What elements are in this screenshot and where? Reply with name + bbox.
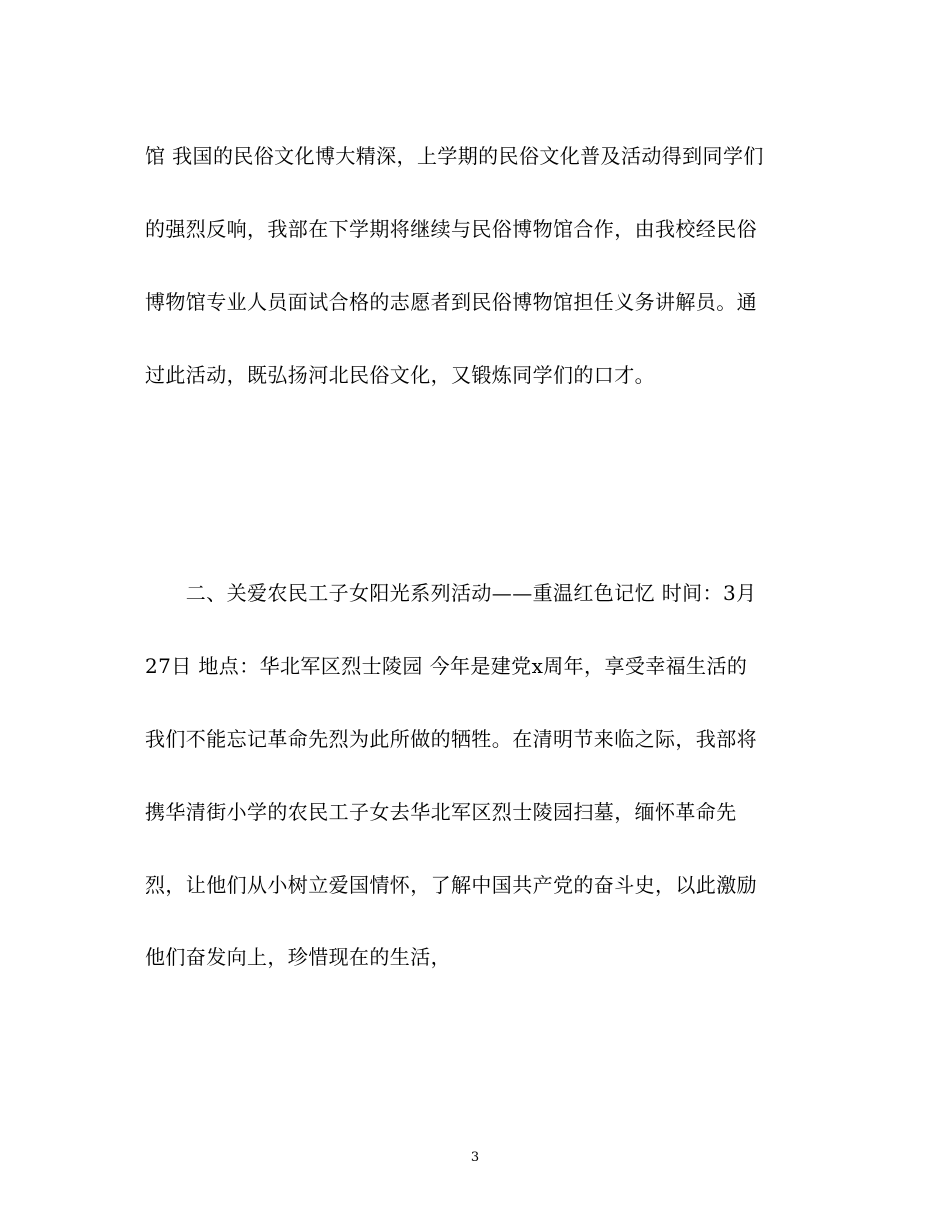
paragraph-1-line-1: 馆 我国的民俗文化博大精深，上学期的民俗文化普及活动得到同学们 xyxy=(145,144,764,168)
paragraph-2-line-4: 携华清街小学的农民工子女去华北军区烈士陵园扫墓，缅怀革命先 xyxy=(145,800,737,824)
page-number: 3 xyxy=(470,1150,480,1165)
paragraph-1-line-4: 过此活动，既弘扬河北民俗文化，又锻炼同学们的口才。 xyxy=(145,363,655,387)
paragraph-2-line-2: 27日 地点：华北军区烈士陵园 今年是建党x周年，享受幸福生活的 xyxy=(145,654,748,678)
paragraph-1-line-3: 博物馆专业人员面试合格的志愿者到民俗博物馆担任义务讲解员。通 xyxy=(145,290,757,314)
paragraph-2-line-3: 我们不能忘记革命先烈为此所做的牺牲。在清明节来临之际，我部将 xyxy=(145,727,757,751)
paragraph-2-line-1: 二、关爱农民工子女阳光系列活动——重温红色记忆 时间：3月 xyxy=(145,581,757,605)
paragraph-1-line-2: 的强烈反响，我部在下学期将继续与民俗博物馆合作，由我校经民俗 xyxy=(145,217,757,241)
paragraph-2-line-5: 烈，让他们从小树立爱国情怀，了解中国共产党的奋斗史，以此激励 xyxy=(145,873,757,897)
paragraph-2-line-6: 他们奋发向上，珍惜现在的生活， xyxy=(145,945,451,969)
